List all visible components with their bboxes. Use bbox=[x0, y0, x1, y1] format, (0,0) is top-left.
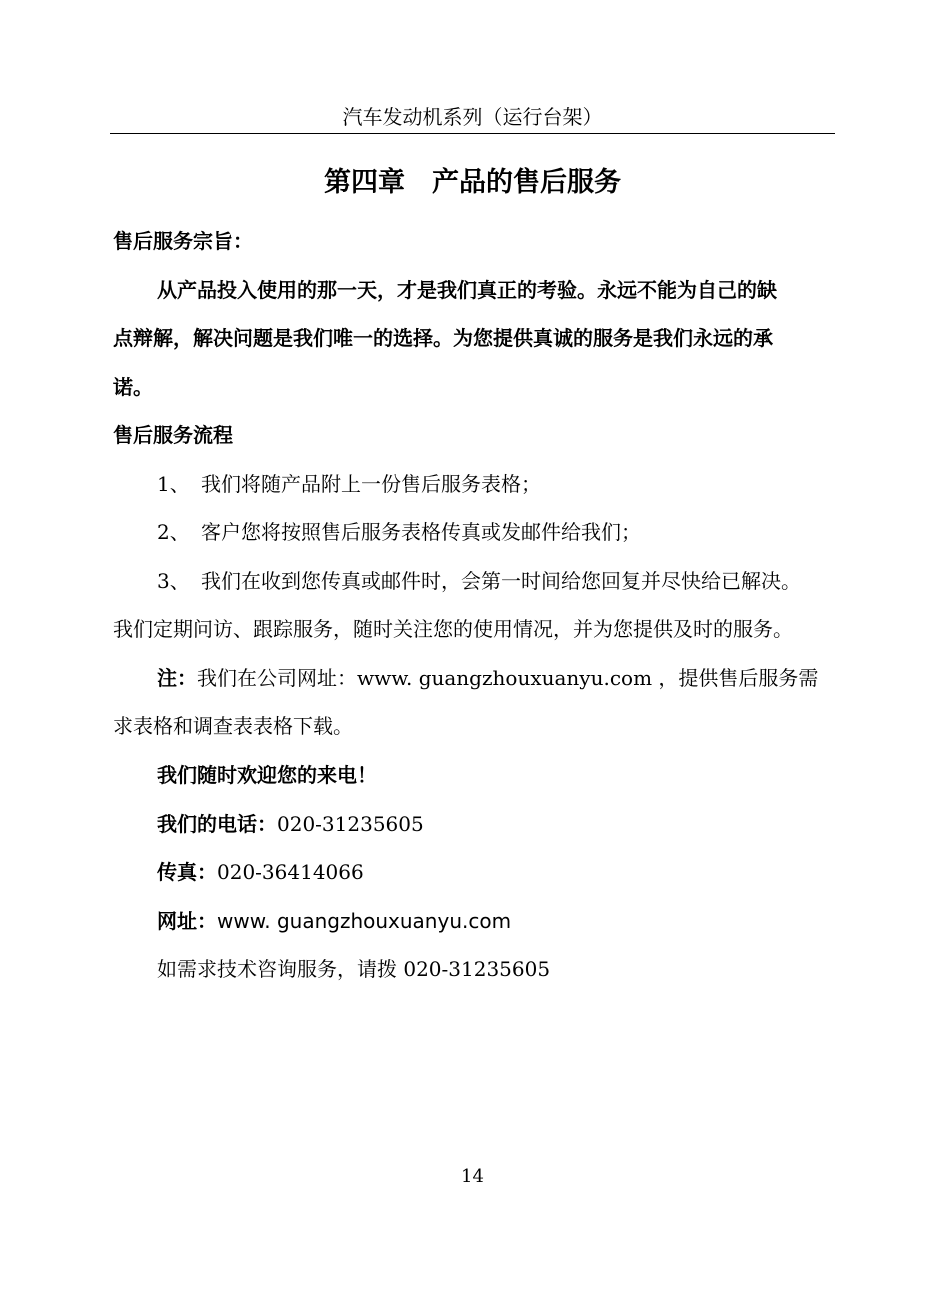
welcome-text: 我们随时欢迎您的来电！ bbox=[157, 763, 377, 787]
fax-number: 020-36414066 bbox=[217, 860, 364, 884]
phone-line bbox=[157, 810, 424, 838]
website-line bbox=[157, 907, 511, 935]
header-divider bbox=[110, 133, 835, 134]
process-item-1 bbox=[157, 470, 541, 498]
running-header: 汽车发动机系列（运行台架） bbox=[342, 105, 603, 129]
process-item-3 bbox=[157, 567, 801, 595]
purpose-line-3: 诺。 bbox=[113, 375, 153, 399]
fax-label: 传真： bbox=[157, 860, 217, 884]
page-number: 14 bbox=[461, 1166, 484, 1187]
consult-line: 如需求技术咨询服务，请拨 020-31235605 bbox=[157, 957, 551, 981]
process-item-2 bbox=[157, 518, 641, 546]
note-label: 注： bbox=[157, 666, 197, 690]
website-label: 网址： bbox=[157, 909, 217, 933]
note-line-2: 求表格和调查表表格下载。 bbox=[113, 714, 353, 738]
fax-line bbox=[157, 858, 364, 886]
process-item-number: 3、 bbox=[157, 569, 190, 593]
website-link[interactable]: www. guangzhouxuanyu.com bbox=[217, 909, 512, 933]
process-item-text: 我们将随产品附上一份售后服务表格； bbox=[201, 472, 541, 496]
chapter-title: 第四章 产品的售后服务 bbox=[324, 167, 621, 198]
purpose-line-1: 从产品投入使用的那一天，才是我们真正的考验。永远不能为自己的缺 bbox=[157, 278, 777, 302]
purpose-heading: 售后服务宗旨： bbox=[113, 229, 253, 253]
process-continuation: 我们定期问访、跟踪服务，随时关注您的使用情况，并为您提供及时的服务。 bbox=[113, 617, 793, 641]
process-item-text: 我们在收到您传真或邮件时，会第一时间给您回复并尽快给已解决。 bbox=[201, 569, 801, 593]
purpose-line-2: 点辩解，解决问题是我们唯一的选择。为您提供真诚的服务是我们永远的承 bbox=[113, 326, 773, 350]
phone-number: 020-31235605 bbox=[277, 812, 424, 836]
process-item-number: 1、 bbox=[157, 472, 190, 496]
note-text: 我们在公司网址：www. guangzhouxuanyu.com ，提供售后服务需 bbox=[197, 666, 819, 690]
note-line-1 bbox=[157, 664, 818, 692]
phone-label: 我们的电话： bbox=[157, 812, 277, 836]
process-item-text: 客户您将按照售后服务表格传真或发邮件给我们； bbox=[201, 520, 641, 544]
process-heading: 售后服务流程 bbox=[113, 423, 233, 447]
process-item-number: 2、 bbox=[157, 520, 190, 544]
